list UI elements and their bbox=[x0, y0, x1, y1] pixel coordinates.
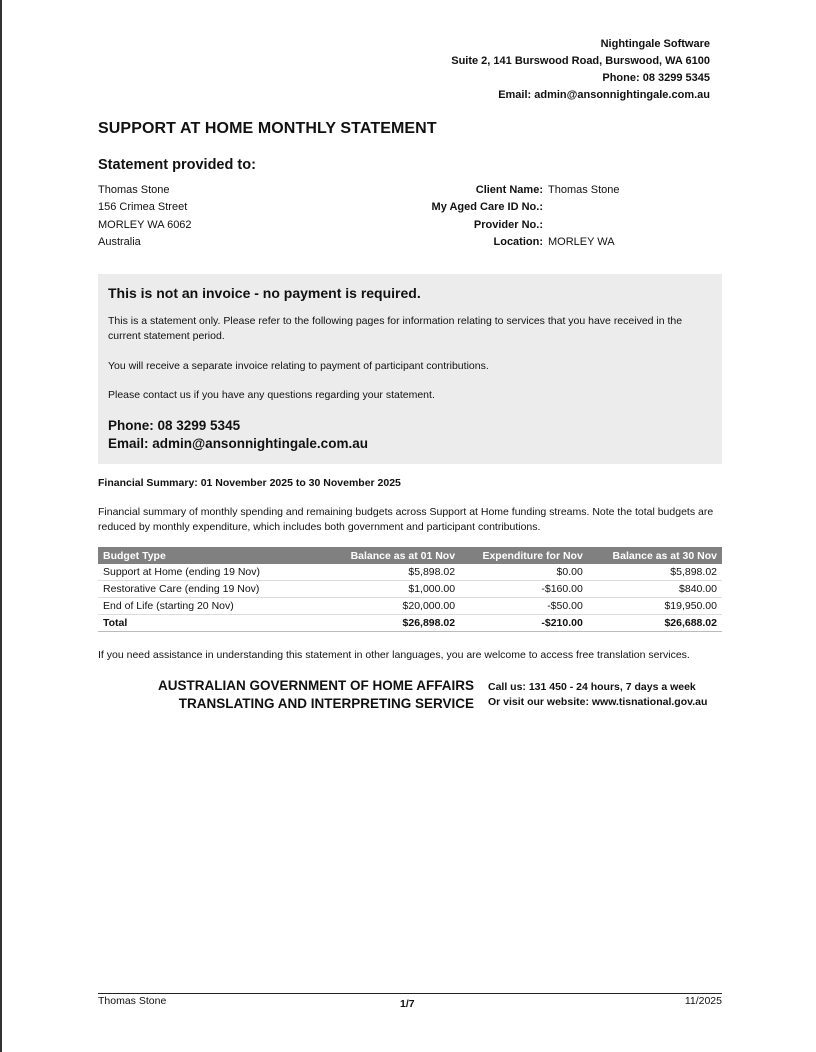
table-row bbox=[98, 564, 722, 581]
tis-contact bbox=[488, 680, 707, 710]
column-header-expenditure: Expenditure for Nov bbox=[460, 547, 588, 564]
budget-table bbox=[98, 547, 722, 632]
page-edge bbox=[0, 0, 2, 1052]
address-line: MORLEY WA 6062 bbox=[98, 218, 192, 231]
tis-line-1: AUSTRALIAN GOVERNMENT OF HOME AFFAIRS bbox=[158, 678, 474, 693]
opening-balance-cell: $20,000.00 bbox=[334, 598, 460, 615]
aged-care-id-label: My Aged Care ID No.: bbox=[431, 201, 543, 214]
company-phone: Phone: 08 3299 5345 bbox=[602, 72, 710, 84]
company-header bbox=[451, 36, 710, 104]
table-row bbox=[98, 598, 722, 615]
provider-no-value bbox=[548, 217, 650, 234]
provider-no-label: Provider No.: bbox=[473, 218, 543, 231]
footer-client-name: Thomas Stone bbox=[98, 995, 167, 1007]
translation-note: If you need assistance in understanding this statement in other languages, you are welcome to access free translation services. bbox=[98, 649, 690, 661]
closing-balance-cell: $5,898.02 bbox=[588, 564, 722, 581]
notice-box bbox=[98, 274, 722, 464]
financial-summary-description: Financial summary of monthly spending and remaining budgets across Support at Home funding streams. Note the total budgets are reduced by monthly expenditure, which includes both government and participant contributions. bbox=[98, 506, 714, 533]
footer-divider bbox=[98, 993, 722, 994]
table-header-row bbox=[98, 547, 722, 564]
column-header-budget-type: Budget Type bbox=[98, 547, 334, 564]
tis-website: Or visit our website: www.tisnational.gov.au bbox=[488, 696, 708, 708]
column-header-opening-balance: Balance as at 01 Nov bbox=[334, 547, 460, 564]
expenditure-cell: $0.00 bbox=[460, 564, 588, 581]
table-total-row bbox=[98, 615, 722, 632]
budget-type-cell: Restorative Care (ending 19 Nov) bbox=[98, 581, 334, 598]
tis-service-name bbox=[158, 677, 474, 713]
opening-balance-cell: $1,000.00 bbox=[334, 581, 460, 598]
total-expenditure-cell: -$210.00 bbox=[460, 615, 588, 632]
notice-paragraph: Please contact us if you have any questions regarding your statement. bbox=[108, 389, 435, 401]
client-name-value: Thomas Stone bbox=[548, 184, 620, 196]
footer-period: 11/2025 bbox=[684, 995, 722, 1007]
client-name-label: Client Name: bbox=[475, 184, 543, 196]
provider-no-row bbox=[330, 217, 650, 234]
total-label-cell: Total bbox=[98, 615, 334, 632]
notice-email: Email: admin@ansonnightingale.com.au bbox=[108, 436, 368, 451]
column-header-closing-balance: Balance as at 30 Nov bbox=[588, 547, 722, 564]
client-info bbox=[330, 182, 650, 251]
location-label: Location: bbox=[493, 235, 543, 248]
closing-balance-cell: $19,950.00 bbox=[588, 598, 722, 615]
notice-paragraph: This is a statement only. Please refer to the following pages for information relating to services that you have received in the current statement period. bbox=[108, 315, 683, 342]
company-name: Nightingale Software bbox=[600, 38, 710, 50]
notice-phone: Phone: 08 3299 5345 bbox=[108, 418, 241, 433]
address-line: Australia bbox=[98, 235, 141, 248]
expenditure-cell: -$50.00 bbox=[460, 598, 588, 615]
location-row bbox=[330, 234, 650, 251]
client-name-row bbox=[330, 182, 650, 199]
closing-balance-cell: $840.00 bbox=[588, 581, 722, 598]
recipient-address bbox=[98, 182, 192, 251]
footer-page-number: 1/7 bbox=[400, 998, 415, 1010]
total-opening-balance-cell: $26,898.02 bbox=[334, 615, 460, 632]
notice-paragraph: You will receive a separate invoice relating to payment of participant contributions. bbox=[108, 360, 489, 372]
company-email: Email: admin@ansonnightingale.com.au bbox=[498, 89, 710, 101]
table-row bbox=[98, 581, 722, 598]
company-address: Suite 2, 141 Burswood Road, Burswood, WA 6100 bbox=[451, 55, 710, 67]
document-title: SUPPORT AT HOME MONTHLY STATEMENT bbox=[98, 120, 437, 137]
location-value: MORLEY WA bbox=[548, 235, 615, 248]
expenditure-cell: -$160.00 bbox=[460, 581, 588, 598]
financial-summary-heading: Financial Summary: 01 November 2025 to 30 November 2025 bbox=[98, 477, 401, 489]
notice-heading: This is not an invoice - no payment is required. bbox=[108, 285, 421, 301]
tis-call: Call us: 131 450 - 24 hours, 7 days a week bbox=[488, 681, 696, 693]
opening-balance-cell: $5,898.02 bbox=[334, 564, 460, 581]
address-line: Thomas Stone bbox=[98, 184, 170, 196]
budget-type-cell: Support at Home (ending 19 Nov) bbox=[98, 564, 334, 581]
aged-care-id-row bbox=[330, 199, 650, 216]
budget-type-cell: End of Life (starting 20 Nov) bbox=[98, 598, 334, 615]
provided-to-heading: Statement provided to: bbox=[98, 157, 256, 173]
total-closing-balance-cell: $26,688.02 bbox=[588, 615, 722, 632]
address-line: 156 Crimea Street bbox=[98, 201, 188, 214]
tis-line-2: TRANSLATING AND INTERPRETING SERVICE bbox=[178, 696, 474, 711]
aged-care-id-value bbox=[548, 199, 650, 216]
